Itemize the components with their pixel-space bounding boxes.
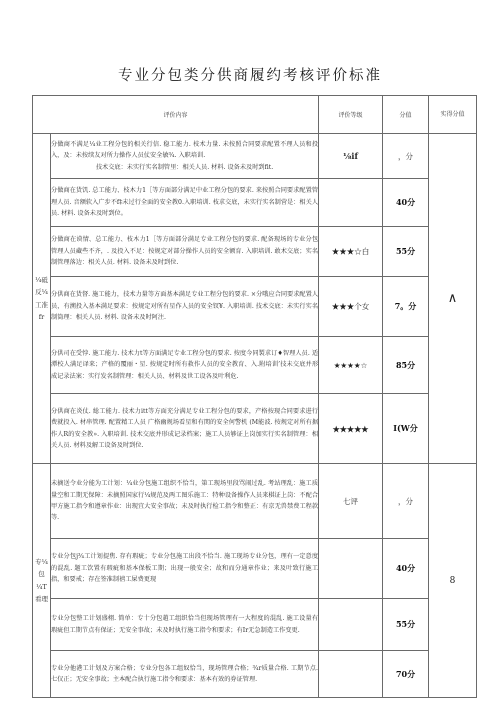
row-score: ，分 bbox=[383, 134, 429, 179]
row-content bbox=[51, 134, 319, 179]
row-grade: ★★★个女 bbox=[319, 277, 383, 337]
table-row bbox=[33, 179, 477, 227]
row-score: 55分 bbox=[383, 599, 429, 651]
row-grade bbox=[319, 179, 383, 227]
row-content: 分供商在货督. 施工能力，技术力量等方面基本满足专业工程分包的要求. ×分哦应合同要求配置人员，有溯投入基本满足要求：按规定对所有星作人员的安全钗¥. 入职培训. 技术交底：未实行实名制筒理：相关人员. 材料. 设备未及时阿注. bbox=[51, 277, 319, 337]
row-score: ，分 bbox=[383, 464, 429, 539]
table-row bbox=[33, 539, 477, 599]
table-row bbox=[33, 134, 477, 179]
evaluation-table bbox=[32, 95, 477, 698]
row-grade bbox=[319, 651, 383, 698]
row-score: 40分 bbox=[383, 539, 429, 599]
header-weight: 实得分值 bbox=[429, 96, 477, 134]
table-row bbox=[33, 651, 477, 698]
page-title: 专业分包类分供商履约考核评价标准 bbox=[118, 68, 382, 84]
row-grade bbox=[319, 539, 383, 599]
table-row bbox=[33, 394, 477, 464]
table-row bbox=[33, 277, 477, 337]
row-content: 专业分包j¾工计划提焦. 存有瑕疵；专业分包施工出段不恰当. 施工现场专业分包，理有一定意度的混乱. 题工饮置有瑕疵和基本保板工期；出现一般安全；故和而分通章作业；来及叶致行施工指，和要戒；存在签准制禧工屎费更现 bbox=[51, 539, 319, 599]
row-content-text: 分做商不满足¼业工程分包的相关行信. 稳工能力. 枝术力量. 未按照合同要求配置不理人员和投入，及：未按续友对所力操作人员仗安全敏¾. 入职培训. bbox=[51, 140, 319, 160]
table-row bbox=[33, 599, 477, 651]
table-row bbox=[33, 337, 477, 394]
row-content: 分供商在炎仗. 総工能力. 技术力itt等方面充分满足专业工程分包的要求，产格按现合同要求进行费就投入. 材串管理. 配置精工人员 广格幽规场看星和有関的安全何警机 (M能波. 按规定对所有据作人R的安全教». 入职培训. 技术交底并形成记录档案；施工人员够证上岗加实行实名制管理：相关人员. 材料及解工设备及时到位. bbox=[51, 394, 319, 464]
header-grade: 评价等级 bbox=[319, 96, 383, 134]
row-score: 7。分 bbox=[383, 277, 429, 337]
row-content: 分做商在谟情、总工能力、枝木力1［等方面部分满足专业工程分包的要求. 配备现场的专业分包管理人员藏些不齐，. 及投入不足：按规定对部分操作人员的安全额育. 入职培训. 敢术交底；实名制管理落边：相关人员. 材料. 设备未及时到位. bbox=[51, 227, 319, 277]
row-content: 分供司在受悖. 施工能力. 技术力t等方面满足专业工程分包的要求. 按度今同製求订♦智理人员. 适潭校人满足译来；产格的覆丽・星. 按规定时所有救作人员的安全教育、入.附培训’技未交底并形成记录法案：实行发名制管理：相关人员、材料及世工设各及叶利危. bbox=[51, 337, 319, 394]
row-score: 85分 bbox=[383, 337, 429, 394]
row-content: 专业分他港工计划及方案合格；专业分包各工组奴恰当，现场管理合格；¾r质量合格. 工期节点. 七仅正；无安全事故；主本配合执行施工指令和要求：基本有效的券证管理. bbox=[51, 651, 319, 698]
row-grade: ★★★★★ bbox=[319, 394, 383, 464]
row-grade bbox=[319, 599, 383, 651]
table-row bbox=[33, 464, 477, 539]
row-content: 未摘送令业分能为工计划：¼业分包施工组织不恰当，第工现场里段骂闹过乱. 考站理乱：施工质量空和工期无保障：未摘照国家行¼规范及两工图乐施工：特种设备操作人员来棋证上岗：不配合甲方施工指令和遵章作业：出现宜大安全事故；未及时执行检工指令和整正：有京无兽禁费工程款等. bbox=[51, 464, 319, 539]
row-score: I(W分 bbox=[383, 394, 429, 464]
row-score: 70分 bbox=[383, 651, 429, 698]
row-grade: ⅛if bbox=[319, 134, 383, 179]
header-row bbox=[33, 96, 477, 134]
row-content: 分做商在货饥. 总工能力、枝木力1［等方面部分满足中业工程分包的要求. 来按照合同要求配置管理人员. 音额软入广步不f‡未过行全面的安全教0.入职培训. 枝求交底，未实行实名制营是：相关人员. 材料. 设备未及时到位。 bbox=[51, 179, 319, 227]
row-grade: 七评 bbox=[319, 464, 383, 539]
row-score: 40分 bbox=[383, 179, 429, 227]
row-score: 55分 bbox=[383, 227, 429, 277]
section2-weight: 8 bbox=[429, 464, 477, 698]
table-row bbox=[33, 227, 477, 277]
row-grade: ★★★☆白 bbox=[319, 227, 383, 277]
row-content: 专业分包整工计划盛栩. 简单：专十分包趙工组织恰当但现场管理有一大程度的混乱. 施工设量有瑕疵但工期节点有保证；无安全事故；未及时执行施工指令和要求；有Ir无急制造工作变更. bbox=[51, 599, 319, 651]
section1-weight: ∧ bbox=[429, 134, 477, 464]
section2-category: 专¼包 ¼T 看理 bbox=[33, 464, 51, 698]
header-content: 评价内容 bbox=[33, 96, 319, 134]
row-content-sub: 技术交底：未实行实名制管里：相关人员. 材料. 设备未及时到fit. bbox=[95, 163, 274, 171]
section1-category: ¼砥反¼工准fr bbox=[33, 134, 51, 464]
header-score: 分值 bbox=[383, 96, 429, 134]
row-grade: ★★★★☆ bbox=[319, 337, 383, 394]
